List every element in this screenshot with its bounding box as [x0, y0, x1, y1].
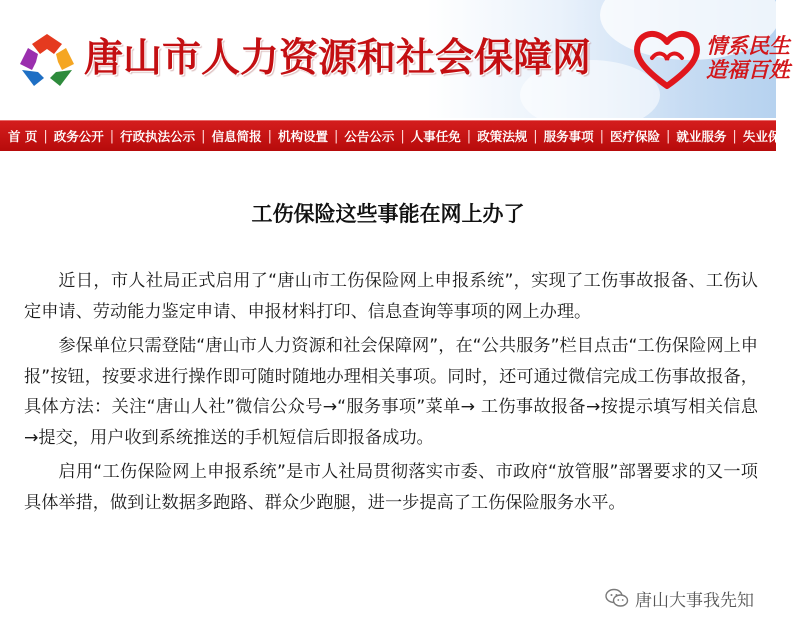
nav-separator: | — [466, 128, 472, 144]
article-title: 工伤保险这些事能在网上办了 — [251, 201, 525, 226]
nav-link-policies[interactable]: 政策法规 — [477, 129, 528, 144]
nav-link-government-affairs[interactable]: 政务公开 — [53, 129, 104, 144]
nav-separator: | — [109, 128, 115, 144]
wechat-watermark — [601, 584, 754, 612]
nav-separator: | — [400, 128, 405, 144]
site-logo-icon[interactable] — [16, 30, 78, 92]
nav-separator: | — [333, 128, 339, 144]
nav-link-unemployment[interactable]: 失业保险 — [742, 129, 793, 144]
slogan-line-2: 造福百姓 — [706, 58, 790, 82]
nav-separator: | — [533, 128, 538, 144]
nav-link-home[interactable]: 首 页 — [8, 129, 38, 144]
nav-link-law-enforcement[interactable]: 行政执法公示 — [120, 129, 196, 144]
nav-link-employment[interactable]: 就业服务 — [676, 129, 727, 144]
article-paragraph: 近日，市人社局正式启用了“唐山市工伤保险网上申报系统”，实现了工伤事故报备、工伤认定申请、劳动能力鉴定申请、申报材料打印、信息查询等事项的网上办理。 — [24, 271, 758, 322]
slogan — [706, 34, 790, 82]
nav-separator: | — [201, 128, 206, 144]
nav-link-organization[interactable]: 机构设置 — [277, 129, 328, 144]
article-body — [24, 266, 758, 522]
site-header — [0, 0, 790, 118]
nav-link-announcements[interactable]: 公告公示 — [344, 129, 395, 144]
article-paragraph: 参保单位只需登陆“唐山市人力资源和社会保障网”，在“公共服务”栏目点击“工伤保险网上申报”按钮，按要求进行操作即可随时随地办理相关事项。同时，还可通过微信完成工伤事故报备，具体方法：关注“唐山人社”微信公众号→“服务事项”菜单→ 工伤事故报备→按提示填写相关信息→提交，用户收到系统推送的手机短信后即报备成功。 — [24, 336, 758, 448]
slogan-line-1: 情系民生 — [706, 34, 790, 58]
nav-separator: | — [43, 128, 48, 144]
nav-separator: | — [267, 128, 272, 144]
nav-link-appointments[interactable]: 人事任免 — [410, 129, 461, 144]
nav-separator: | — [666, 128, 671, 144]
watermark-text: 唐山大事我先知 — [635, 590, 754, 611]
main-nav — [0, 120, 793, 151]
nav-separator: | — [599, 128, 604, 144]
nav-link-services[interactable]: 服务事项 — [543, 129, 594, 144]
nav-separator: | — [732, 128, 737, 144]
wechat-icon — [605, 587, 629, 609]
nav-item-home[interactable] — [8, 121, 37, 151]
article-paragraph: 启用“工伤保险网上申报系统”是市人社局贯彻落实市委、市政府“放管服”部署要求的又一项具体举措，做到让数据多跑路、群众少跑腿，进一步提高了工伤保险服务水平。 — [24, 462, 758, 513]
nav-link-briefing[interactable]: 信息简报 — [211, 129, 262, 144]
site-title[interactable]: 唐山市人力资源和社会保障网 — [84, 36, 592, 81]
nav-link-medical-insurance[interactable]: 医疗保险 — [610, 129, 661, 144]
heart-logo-icon — [632, 28, 702, 90]
